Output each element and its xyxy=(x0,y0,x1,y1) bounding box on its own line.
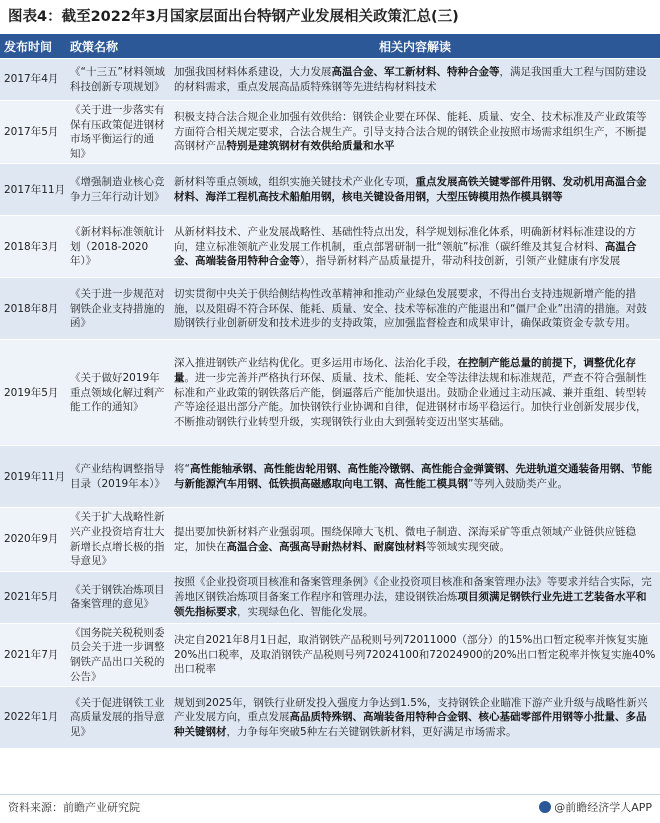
content-highlight: 高性能轴承钢、高性能齿轮用钢、高性能冷镦钢、高性能合金弹簧钢、先进轨道交通装备用钢、节能与新能源汽车用钢、低铁损高磁感取向电工钢、高性能工模具钢 xyxy=(174,463,652,490)
header-content: 相关内容解读 xyxy=(170,34,660,59)
row-content xyxy=(170,508,660,571)
row-content xyxy=(170,340,660,446)
content-text: 积极支持合法合规企业加强有效供给：钢铁企业要在环保、能耗、质量、安全、技术标准及产业政策等方面符合相关规定要求，合法合规生产。引导支持合法合规的钢铁企业按照市场需求组织生产，不断提高钢材产品 xyxy=(174,111,647,153)
row-policy-name: 《关于促进钢铁工业高质量发展的指导意见》 xyxy=(66,687,170,749)
table-row xyxy=(0,59,660,101)
content-text: 深入推进钢铁产业结构优化。更多运用市场化、法治化手段， xyxy=(174,357,458,370)
content-text: 决定自2021年8月1日起，取消钢铁产品税则号列72011000（部分）的15%出口暂定税率并恢复实施20%出口税率，及取消钢铁产品税则号列72024100和72024900的20%出口暂定税率并恢复实施40%出口税率 xyxy=(174,634,656,676)
content-text: ），指导新材料产品质量提升，带动科技创新，引领产业健康有序发展 xyxy=(300,255,621,268)
content-text: 按照《企业投资项目核准和备案管理条例》《企业投资项目核准和备案管理办法》等要求并结合实际，完善地区钢铁冶炼项目备案工作程序和管理办法，建设钢铁冶炼 xyxy=(174,576,652,603)
row-date: 2020年9月 xyxy=(0,508,66,571)
row-date: 2022年1月 xyxy=(0,687,66,749)
row-date: 2019年11月 xyxy=(0,446,66,508)
table-row xyxy=(0,623,660,686)
row-content xyxy=(170,278,660,340)
table-row xyxy=(0,508,660,571)
content-highlight: 在控制产能总量的前提下，调整优化存量 xyxy=(174,357,636,384)
content-highlight: 高温合金、军工新材料、特种合金等 xyxy=(331,65,500,78)
brand-credit xyxy=(539,795,652,821)
table-row xyxy=(0,164,660,216)
row-content xyxy=(170,571,660,623)
row-date: 2017年4月 xyxy=(0,59,66,101)
row-content xyxy=(170,101,660,164)
row-policy-name: 《关于扩大战略性新兴产业投资培育壮大新增长点增长极的指导意见》 xyxy=(66,508,170,571)
row-date: 2017年5月 xyxy=(0,101,66,164)
content-highlight: 项目须满足钢铁行业先进工艺装备水平和领先指标要求 xyxy=(174,590,647,618)
header-name: 政策名称 xyxy=(66,34,170,59)
source-note: 资料来源：前瞻产业研究院 xyxy=(8,801,140,814)
table-title: 图表4：截至2022年3月国家层面出台特钢产业发展相关政策汇总(三) xyxy=(8,9,459,25)
row-date: 2019年5月 xyxy=(0,340,66,446)
policy-table xyxy=(0,34,660,749)
content-text: ，实现绿色化、智能化发展。 xyxy=(237,605,374,618)
table-row xyxy=(0,571,660,623)
row-policy-name: 《增强制造业核心竞争力三年行动计划》 xyxy=(66,164,170,216)
row-date: 2018年8月 xyxy=(0,278,66,340)
row-policy-name: 《关于钢铁冶炼项目备案管理的意见》 xyxy=(66,571,170,623)
content-highlight: 高温合金、高端装备用特种合金等 xyxy=(174,240,637,268)
content-text: ，满足我国重大工程与国防建设的材料需求，重点发展高品质特殊钢等先进结构材料技术 xyxy=(174,65,647,93)
content-text: 等领域实现突破。 xyxy=(426,540,510,553)
table-row xyxy=(0,340,660,446)
row-policy-name: 《关于进一步规范对钢铁企业支持措施的函》 xyxy=(66,278,170,340)
content-text: 规划到2025年，钢铁行业研发投入强度力争达到1.5%，支持钢铁企业瞄准下游产业升级与战略性新兴产业发展方向，重点发展 xyxy=(174,696,648,724)
header-date: 发布时间 xyxy=(0,34,66,59)
row-content xyxy=(170,446,660,508)
content-highlight: 重点发展高铁关键零部件用钢、发动机用高温合金材料、海洋工程机高技术船舶用钢，核电关键设备用钢，大型压铸模用热作模具钢等 xyxy=(174,176,647,203)
content-text: ，力争每年突破5种左右关键钢铁新材料，更好满足市场需求。 xyxy=(226,725,517,738)
table-row xyxy=(0,101,660,164)
content-text: 新材料等重点领域，组织实施关键技术产业化专项， xyxy=(174,176,416,189)
content-highlight: 特别是建筑钢材有效供给质量和水平 xyxy=(226,140,395,153)
row-content xyxy=(170,216,660,278)
brand-credit-text: @前瞻经济学人APP xyxy=(554,801,652,814)
row-policy-name: 《产业结构调整指导目录（2019年本）》 xyxy=(66,446,170,508)
row-policy-name: 《关于进一步落实有保有压政策促进钢材市场平衡运行的通知》 xyxy=(66,101,170,164)
row-content xyxy=(170,687,660,749)
table-row xyxy=(0,278,660,340)
content-text: ”等列入鼓励类产业。 xyxy=(468,477,568,490)
row-date: 2021年5月 xyxy=(0,571,66,623)
table-header-row xyxy=(0,34,660,59)
content-text: 将“ xyxy=(174,463,190,476)
row-content xyxy=(170,59,660,101)
row-policy-name: 《“十三五”材料领域科技创新专项规划》 xyxy=(66,59,170,101)
table-row xyxy=(0,216,660,278)
content-text: 提出要加快新材料产业强弱项。围绕保障大飞机、微电子制造、深海采矿等重点领域产业链供应链稳定，加快在 xyxy=(174,525,636,553)
row-policy-name: 《关于做好2019年重点领域化解过剩产能工作的通知》 xyxy=(66,340,170,446)
footer xyxy=(0,795,660,823)
row-content xyxy=(170,164,660,216)
content-text: 加强我国材料体系建设，大力发展 xyxy=(174,65,332,78)
brand-logo-icon xyxy=(539,801,551,813)
row-date: 2018年3月 xyxy=(0,216,66,278)
row-policy-name: 《国务院关税税则委员会关于进一步调整钢铁产品出口关税的公告》 xyxy=(66,623,170,686)
content-text: 切实贯彻中央关于供给侧结构性改革精神和推动产业绿色发展要求，不得出台支持违规新增产能的措施，以及阻碍不符合环保、能耗、质量、安全、技术等标准的产能退出和“僵尸企业”出清的措施。对鼓励钢铁行业创新研发和技术进步的支持政策，应加强监督检查和成果审计，确保政策资金专款专用。 xyxy=(174,287,647,330)
table-row xyxy=(0,446,660,508)
content-text: 。进一步完善并严格执行环保、质量、技术、能耗、安全等法律法规和标准规范，严查不符合强制性标准和产业政策的钢铁落后产能，倒逼落后产能加快退出。鼓励企业通过主动压减、兼并重组、转型转产等途径退出部分产能。加快钢铁行业协调和自律，促进钢材市场平稳运行。加快行业创新发展步伐，不断推动钢铁行业转型升级，实现钢铁行业由大到强转变迈出坚实基础。 xyxy=(174,371,647,428)
row-content xyxy=(170,623,660,686)
table-row xyxy=(0,687,660,749)
content-highlight: 高温合金、高强高导耐热材料、耐腐蚀材料 xyxy=(226,540,426,553)
content-text: 从新材料技术、产业发展战略性、基础性特点出发，科学规划标准化体系，明确新材料标准建设的方向，建立标准领航产业发展工作机制，重点部署研制一批“领航”标准（碳纤维及其复合材料、 xyxy=(174,225,636,253)
row-date: 2021年7月 xyxy=(0,623,66,686)
row-date: 2017年11月 xyxy=(0,164,66,216)
content-highlight: 高品质特殊钢、高端装备用特种合金钢、核心基础零部件用钢等小批量、多品种关键钢材 xyxy=(174,711,647,738)
row-policy-name: 《新材料标准领航计划（2018-2020年）》 xyxy=(66,216,170,278)
